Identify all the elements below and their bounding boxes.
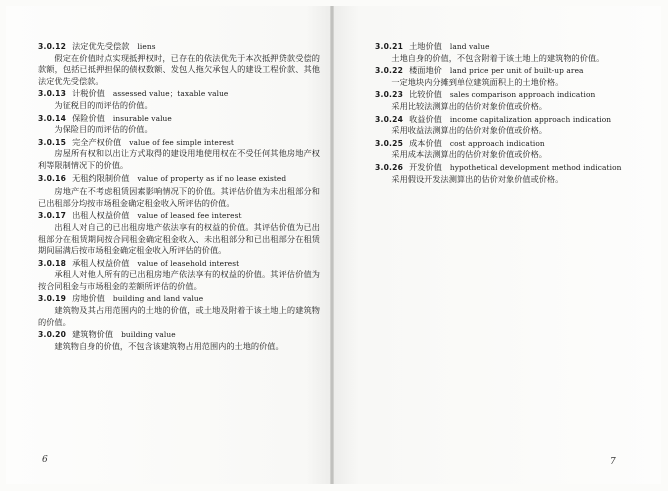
term-definition: 采用比较法测算出的估价对象价值或价格。 (391, 100, 547, 111)
clause-number: 3.0.24 (375, 114, 404, 124)
term-heading (38, 329, 320, 341)
term-entry (38, 258, 320, 293)
term-definition: 为保险目的而评估的价值。 (54, 124, 153, 135)
clause-number: 3.0.22 (375, 66, 404, 76)
term-entry (375, 138, 651, 161)
term-zh: 比较价值 (409, 89, 442, 100)
term-heading (38, 258, 320, 270)
term-zh: 计税价值 (72, 88, 105, 99)
clause-number: 3.0.14 (38, 113, 67, 123)
right-page-text (375, 41, 651, 186)
page-number-right: 7 (610, 457, 616, 467)
term-definition: 为征税目的而评估的价值。 (54, 99, 153, 110)
term-zh: 房地价值 (72, 293, 105, 304)
term-heading (38, 173, 320, 185)
term-zh: 无租约限制价值 (72, 172, 130, 183)
term-entry (38, 173, 320, 210)
term-en: building and land value (112, 294, 204, 304)
term-definition: 一定地块内分摊到单位建筑面积上的土地价格。 (391, 76, 564, 87)
term-en: hypothetical development method indication (449, 162, 622, 172)
term-definition: 承租人对他人所有的已出租房地产依法享有的权益的价值。其评估价值为按合同租金与市场租金的差额所评估的价值。 (38, 269, 320, 291)
term-heading (38, 41, 320, 53)
term-definition: 采用收益法测算出的估价对象价值或价格。 (391, 125, 547, 136)
term-entry (38, 210, 320, 256)
term-zh: 完全产权价值 (72, 136, 122, 147)
term-en: cost approach indication (449, 138, 545, 148)
clause-number: 3.0.12 (38, 42, 67, 51)
term-zh: 建筑物价值 (72, 329, 114, 340)
clause-number: 3.0.16 (38, 173, 67, 183)
term-entry (38, 329, 320, 352)
term-en: income capitalization approach indication (449, 114, 612, 124)
term-zh: 成本价值 (409, 137, 442, 148)
term-definition: 假定在价值时点实现抵押权时，已存在的依法优先于本次抵押贷款受偿的款额，包括已抵押担保的债权数额、发包人拖欠承包人的建设工程价款、其他法定优先受偿款。 (38, 52, 320, 86)
clause-number: 3.0.18 (38, 258, 67, 268)
term-zh: 承租人权益价值 (72, 257, 130, 268)
term-definition: 采用假设开发法测算出的估价对象价值或价格。 (391, 173, 564, 184)
term-heading (375, 162, 651, 174)
term-entry (38, 137, 320, 172)
term-entry (38, 113, 320, 136)
clause-number: 3.0.13 (38, 89, 67, 99)
term-en: value of leased fee interest (137, 211, 242, 221)
term-heading (375, 89, 651, 101)
term-heading (38, 88, 320, 100)
term-en: sales comparison approach indication (449, 90, 596, 100)
clause-number: 3.0.20 (38, 330, 67, 340)
term-en: value of fee simple interest (129, 137, 234, 147)
term-definition: 房地产在不考虑租赁因素影响情况下的价值。其评估价值为未出租部分和已出租部分均按市场租金确定租金收入所评估的价值。 (38, 186, 320, 208)
term-definition: 建筑物及其占用范围内的土地的价值，或土地及附着于该土地上的建筑物的价值。 (38, 305, 320, 327)
term-heading (38, 113, 320, 125)
term-definition: 建筑物自身的价值，不包含该建筑物占用范围内的土地的价值。 (54, 340, 284, 351)
term-en: land value (449, 42, 490, 51)
term-zh: 开发价值 (409, 161, 442, 172)
term-entry (375, 65, 651, 88)
term-zh: 收益价值 (409, 113, 442, 124)
left-page-text (38, 41, 320, 353)
term-entry (375, 89, 651, 112)
book-gutter (330, 6, 334, 484)
term-en: value of leasehold interest (137, 258, 240, 268)
term-heading (38, 210, 320, 222)
term-definition: 出租人对自己的已出租房地产依法享有的权益的价值。其评估价值为已出租部分在租赁期间按合同租金确定租金收入、未出租部分和已出租部分在租赁期间届满后按市场租金确定租金收入所评估的价值。 (38, 221, 320, 256)
term-en: value of property as if no lease existed (137, 173, 287, 183)
term-heading (375, 65, 651, 77)
term-zh: 保险价值 (72, 112, 105, 123)
term-heading (38, 137, 320, 149)
term-entry (38, 41, 320, 87)
term-zh: 土地价值 (409, 41, 442, 51)
term-heading (38, 293, 320, 305)
term-zh: 法定优先受偿款 (72, 41, 130, 51)
clause-number: 3.0.25 (375, 138, 404, 148)
clause-number: 3.0.23 (375, 90, 404, 100)
term-en: building value (121, 330, 176, 340)
term-definition: 房屋所有权和以出让方式取得的建设用地使用权在不受任何其他房地产权利等限制情况下的价值。 (38, 148, 320, 170)
term-heading (375, 114, 651, 126)
term-heading (375, 138, 651, 150)
term-definition: 土地自身的价值，不包含附着于该土地上的建筑物的价值。 (391, 52, 605, 63)
term-entry (38, 293, 320, 328)
term-entry (375, 41, 651, 64)
term-definition: 采用成本法测算出的估价对象价值或价格。 (391, 149, 547, 160)
term-entry (375, 162, 651, 185)
term-entry (38, 88, 320, 111)
term-zh: 出租人权益价值 (72, 210, 130, 221)
page-number-left: 6 (42, 455, 48, 465)
term-en: assessed value；taxable value (112, 89, 229, 99)
clause-number: 3.0.15 (38, 137, 67, 147)
clause-number: 3.0.19 (38, 294, 67, 304)
term-heading (375, 41, 651, 53)
term-zh: 楼面地价 (409, 65, 442, 76)
term-en: insurable value (112, 113, 172, 123)
term-en: land price per unit of built-up area (449, 66, 584, 76)
clause-number: 3.0.17 (38, 211, 67, 221)
clause-number: 3.0.26 (375, 162, 404, 172)
term-entry (375, 114, 651, 137)
clause-number: 3.0.21 (375, 42, 404, 51)
term-en: liens (137, 42, 156, 51)
